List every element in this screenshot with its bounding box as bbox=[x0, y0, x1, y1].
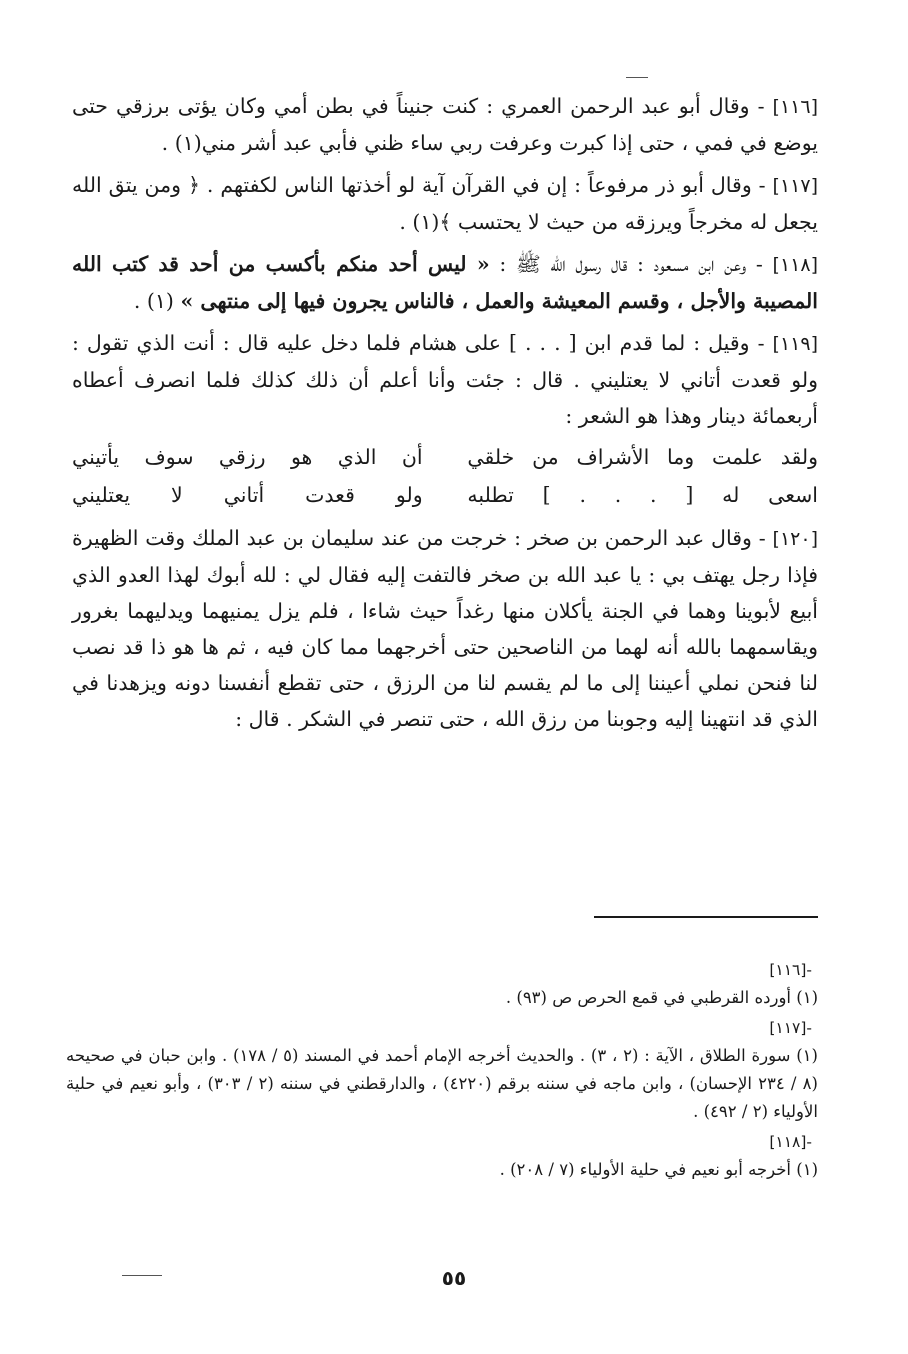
paragraph-number: [١٢٠] bbox=[772, 528, 818, 550]
paragraph-text: - وقال أبو عبد الرحمن العمري : كنت جنيناً في بطن أمي وكان يؤتى برزقي حتى يوضع في فمي ، حتى إذا كبرت وعرفت ربي ساء ظني فأبي عبد أشر مني(١) . bbox=[72, 94, 818, 155]
paragraph-text: - وقال عبد الرحمن بن صخر : خرجت من عند سليمان بن عبد الملك وقت الظهيرة فإذا رجل يهتف بي : يا عبد الله بن صخر فالتفت إليه فقال لي : لله أبوك لهذا العدو الذي أبيع لأبوينا وهما في الجنة يأكلان منها رغداً حيث شاءا ، فلم يزل يمنيهما ويدليهما بغرور ويقاسمهما بالله أنه لهما من الناصحين حتى أخرجهما مما كان فيه ، ثم ها هو ذا قد نصب لنا فنحن نملي أعيننا إلى ما لم يقسم لنا من الرزق ، حتى تقطع أنفسنا دونه ويزهدنا في الذي قد انتهينا إليه وجوبنا من رزق الله ، حتى تنصر في الشكر . قال : bbox=[72, 526, 818, 731]
poem-verse bbox=[72, 478, 818, 512]
paragraph-119 bbox=[72, 325, 818, 434]
main-text bbox=[72, 88, 818, 743]
paragraph-number: [١١٧] bbox=[772, 175, 818, 197]
poem-first-hemistich: اسعى له [ . . . ] تطلبه bbox=[467, 483, 818, 507]
poem-second-hemistich: ولو قعدت أتاني لا يعتليني bbox=[72, 483, 423, 507]
page-number: ٥٥ bbox=[441, 1266, 467, 1290]
footnote-ref: -[١١٨] bbox=[769, 1133, 812, 1151]
footnote-text: (١) أورده القرطبي في قمع الحرص ص (٩٣) . bbox=[505, 988, 818, 1007]
paragraph-number: [١١٦] bbox=[772, 96, 818, 118]
footnote-ref: -[١١٧] bbox=[769, 1019, 812, 1037]
footnote-marker: (١) . bbox=[133, 289, 174, 313]
paragraph-120 bbox=[72, 520, 818, 737]
poem-second-hemistich: أن الذي هو رزقي سوف يأتيني bbox=[72, 445, 423, 469]
poem-first-hemistich: ولقد علمت وما الأشراف من خلقي bbox=[467, 445, 818, 469]
poem-verse bbox=[72, 440, 818, 474]
footnote-ref: -[١١٦] bbox=[769, 961, 812, 979]
paragraph-118 bbox=[72, 246, 818, 319]
paragraph-text: - وعن ابن مسعود : قال رسول الله ﷺ : bbox=[489, 252, 763, 276]
poem bbox=[72, 440, 818, 512]
paragraph-text: - وقيل : لما قدم ابن [ . . . ] على هشام فلما دخل عليه قال : أنت الذي تقول : ولو قعدت أتاني لا يعتليني . قال : جئت وأنا أعلم أن ذلك كذلك فلما انصرف أعطاه أربعمائة دينار وهذا هو الشعر : bbox=[72, 331, 818, 428]
paragraph-number: [١١٨] bbox=[772, 254, 818, 276]
scan-mark-bottom bbox=[122, 1275, 162, 1276]
paragraph-116 bbox=[72, 88, 818, 161]
footnotes bbox=[66, 956, 818, 1186]
footnote-separator bbox=[594, 916, 818, 918]
footnote-text: (١) سورة الطلاق ، الآية : (٢ ، ٣) . والحديث أخرجه الإمام أحمد في المسند (٥ / ١٧٨) . وابن حبان في صحيحه (٨ / ٢٣٤ الإحسان) ، وابن ماجه في سننه برقم (٤٢٢٠) ، والدارقطني في سننه (٢ / ٣٠٣) ، وأبو نعيم في حلية الأولياء (٢ / ٤٩٢) . bbox=[66, 1046, 818, 1121]
hadith-quote: « ليس أحد منكم بأكسب من أحد قد كتب الله المصيبة والأجل ، وقسم المعيشة والعمل ، فالناس يجرون فيها إلى منتهى » bbox=[72, 252, 818, 313]
paragraph-text: - وقال أبو ذر مرفوعاً : إن في القرآن آية لو أخذتها الناس لكفتهم . ﴿ ومن يتق الله يجعل له مخرجاً ويرزقه من حيث لا يحتسب ﴾(١) . bbox=[72, 173, 818, 234]
scan-mark-top bbox=[626, 77, 648, 78]
paragraph-number: [١١٩] bbox=[772, 333, 818, 355]
paragraph-117 bbox=[72, 167, 818, 240]
footnote-text: (١) أخرجه أبو نعيم في حلية الأولياء (٧ / ٢٠٨) . bbox=[499, 1160, 818, 1179]
